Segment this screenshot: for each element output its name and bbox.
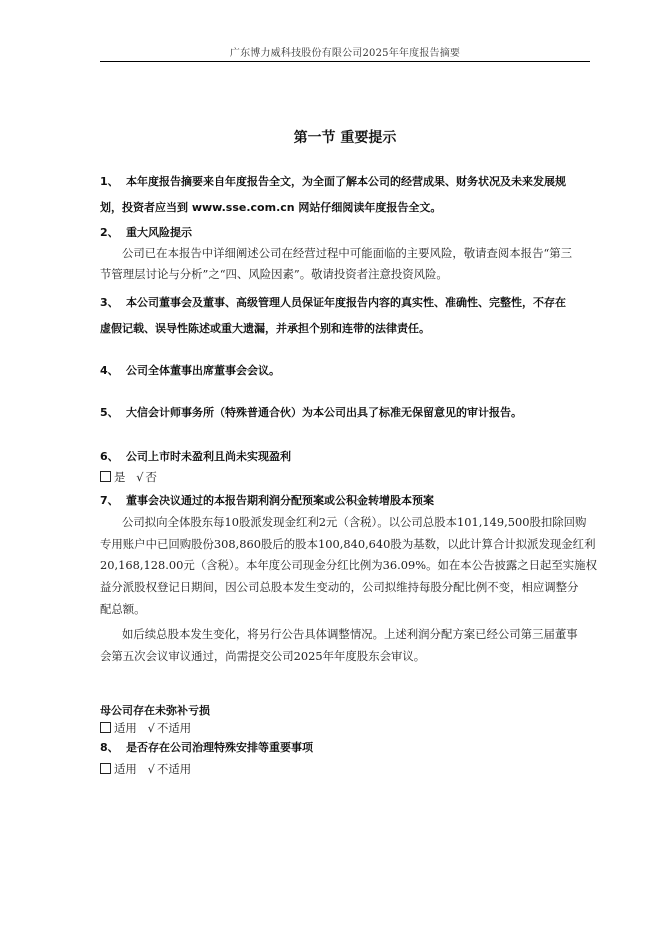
item-1-line-1 xyxy=(100,174,590,190)
item-4-line xyxy=(100,363,590,379)
item-7-number: 7、 xyxy=(100,494,119,507)
item-6-options xyxy=(100,469,590,485)
item-3-line-2: 虚假记载、误导性陈述或重大遗漏，并承担个别和连带的法律责任。 xyxy=(100,322,430,335)
item-4-text: 公司全体董事出席董事会会议。 xyxy=(126,364,280,377)
item-2-number: 2、 xyxy=(100,226,119,239)
item-2-title-line xyxy=(100,225,590,241)
item-4-number: 4、 xyxy=(100,364,119,377)
item-6-number: 6、 xyxy=(100,450,119,463)
item-2-body-1: 公司已在本报告中详细阐述公司在经营过程中可能面临的主要风险，敬请查阅本报告“第三 xyxy=(122,246,573,260)
loss-title: 母公司存在未弥补亏损 xyxy=(100,704,210,717)
item-7-p2-line-2: 会第五次会议审议通过，尚需提交公司2025年年度股东会审议。 xyxy=(100,649,426,663)
item-6-option-yes: 是 xyxy=(114,470,126,484)
item-8-title: 是否存在公司治理特殊安排等重要事项 xyxy=(126,741,313,754)
item-7-p1-line-4: 益分派股权登记日期间，因公司总股本发生变动的，公司拟维持每股分配比例不变，相应调整分 xyxy=(100,580,579,594)
item-8-option-na: 不适用 xyxy=(156,762,192,776)
item-8-options xyxy=(100,761,590,777)
item-1-text-1: 本年度报告摘要来自年度报告全文，为全面了解本公司的经营成果、财务状况及未来发展规 xyxy=(126,175,566,188)
check-mark-icon: √ xyxy=(147,762,155,776)
item-1-number: 1、 xyxy=(100,175,119,188)
item-7-p1-line-1: 公司拟向全体股东每10股派发现金红利2元（含税）。以公司总股本101,149,500股扣除回购 xyxy=(122,515,587,529)
loss-option-na: 不适用 xyxy=(156,721,192,735)
page-header: 广东博力威科技股份有限公司2025年年度报告摘要 xyxy=(229,48,461,59)
section-title: 第一节 重要提示 xyxy=(293,130,397,146)
checkbox-yes-unchecked xyxy=(100,471,111,482)
item-5-number: 5、 xyxy=(100,406,119,419)
item-6-title-line xyxy=(100,449,590,465)
item-5-line xyxy=(100,405,590,421)
loss-options xyxy=(100,720,590,736)
item-7-p2-line-1: 如后续总股本发生变化，将另行公告具体调整情况。上述利润分配方案已经公司第三届董事 xyxy=(122,627,578,641)
item-6-option-no: 否 xyxy=(145,470,157,484)
item-7-title: 董事会决议通过的本报告期利润分配预案或公积金转增股本预案 xyxy=(126,494,434,507)
checkbox-apply-unchecked xyxy=(100,763,111,774)
item-3-number: 3、 xyxy=(100,296,119,309)
item-6-title: 公司上市时未盈利且尚未实现盈利 xyxy=(126,450,291,463)
loss-option-apply: 适用 xyxy=(114,721,137,735)
item-8-option-apply: 适用 xyxy=(114,762,137,776)
item-1-line-2: 划，投资者应当到 www.sse.com.cn 网站仔细阅读年度报告全文。 xyxy=(100,201,442,214)
checkbox-apply-unchecked xyxy=(100,722,111,733)
check-mark-icon: √ xyxy=(147,721,155,735)
item-8-number: 8、 xyxy=(100,741,119,754)
header-rule xyxy=(100,61,590,62)
item-7-p1-line-2: 专用账户中已回购股份308,860股后的股本100,840,640股为基数，以此计算合计拟派发现金红利 xyxy=(100,537,596,551)
check-mark-icon: √ xyxy=(136,470,144,484)
item-2-title: 重大风险提示 xyxy=(126,226,192,239)
item-3-text-1: 本公司董事会及董事、高级管理人员保证年度报告内容的真实性、准确性、完整性，不存在 xyxy=(126,296,566,309)
item-7-p1-line-5: 配总额。 xyxy=(100,602,146,616)
item-5-text: 大信会计师事务所（特殊普通合伙）为本公司出具了标准无保留意见的审计报告。 xyxy=(126,406,522,419)
item-2-body-2: 节管理层讨论与分析”之“四、风险因素”。敬请投资者注意投资风险。 xyxy=(100,267,448,281)
item-7-title-line xyxy=(100,493,590,509)
item-3-line-1 xyxy=(100,295,590,311)
item-8-title-line xyxy=(100,740,590,756)
item-7-p1-line-3: 20,168,128.00元（含税）。本年度公司现金分红比例为36.09%。如在本公告披露之日起至实施权 xyxy=(100,558,597,572)
